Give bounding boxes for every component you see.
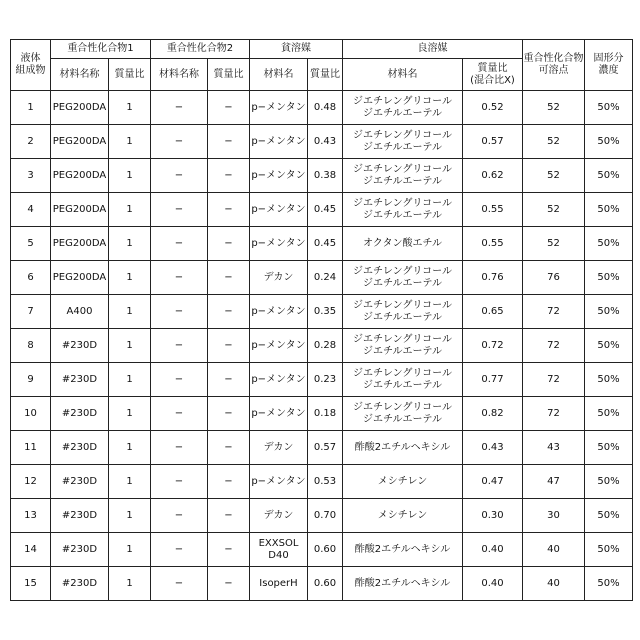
cell-soluble-point: 72 <box>523 397 585 431</box>
cell-no: 7 <box>11 295 51 329</box>
cell-solid-conc: 50% <box>585 295 633 329</box>
cell-no: 6 <box>11 261 51 295</box>
cell-poor-name: デカン <box>250 261 308 295</box>
cell-p2-name: − <box>151 499 208 533</box>
header-soluble-point: 重合性化合物 可溶点 <box>523 40 585 91</box>
cell-good-ratio: 0.30 <box>463 499 523 533</box>
header-p1-mass-ratio: 質量比 <box>109 59 151 91</box>
cell-p1-ratio: 1 <box>109 465 151 499</box>
table-row <box>11 397 633 431</box>
header-poor-mass-ratio: 質量比 <box>308 59 343 91</box>
cell-poor-name: p−メンタン <box>250 91 308 125</box>
cell-good-name: メシチレン <box>343 465 463 499</box>
cell-good-name: 酢酸2エチルヘキシル <box>343 533 463 567</box>
cell-poor-name: p−メンタン <box>250 295 308 329</box>
cell-poor-ratio: 0.24 <box>308 261 343 295</box>
cell-no: 4 <box>11 193 51 227</box>
table-row <box>11 499 633 533</box>
cell-good-ratio: 0.76 <box>463 261 523 295</box>
cell-p2-ratio: − <box>208 397 250 431</box>
header-poor-solvent: 貧溶媒 <box>250 40 343 59</box>
cell-p1-name: #230D <box>51 329 109 363</box>
cell-solid-conc: 50% <box>585 363 633 397</box>
cell-p2-ratio: − <box>208 431 250 465</box>
cell-good-ratio: 0.82 <box>463 397 523 431</box>
cell-solid-conc: 50% <box>585 193 633 227</box>
cell-no: 2 <box>11 125 51 159</box>
header-poor-material-name: 材料名 <box>250 59 308 91</box>
cell-poor-ratio: 0.60 <box>308 533 343 567</box>
cell-p2-name: − <box>151 295 208 329</box>
cell-solid-conc: 50% <box>585 125 633 159</box>
cell-soluble-point: 52 <box>523 193 585 227</box>
cell-poor-ratio: 0.38 <box>308 159 343 193</box>
cell-p1-name: PEG200DA <box>51 193 109 227</box>
cell-good-name: ジエチレングリコール ジエチルエーテル <box>343 397 463 431</box>
cell-good-ratio: 0.77 <box>463 363 523 397</box>
cell-poor-ratio: 0.57 <box>308 431 343 465</box>
table-row <box>11 567 633 601</box>
cell-solid-conc: 50% <box>585 465 633 499</box>
table-row <box>11 227 633 261</box>
cell-solid-conc: 50% <box>585 91 633 125</box>
table-row <box>11 91 633 125</box>
cell-good-ratio: 0.52 <box>463 91 523 125</box>
header-polymer-1: 重合性化合物1 <box>51 40 151 59</box>
cell-p2-ratio: − <box>208 159 250 193</box>
cell-p1-ratio: 1 <box>109 397 151 431</box>
cell-solid-conc: 50% <box>585 261 633 295</box>
cell-soluble-point: 52 <box>523 159 585 193</box>
cell-poor-ratio: 0.45 <box>308 193 343 227</box>
cell-poor-name: IsoperH <box>250 567 308 601</box>
cell-p1-ratio: 1 <box>109 295 151 329</box>
cell-p1-name: #230D <box>51 397 109 431</box>
cell-soluble-point: 52 <box>523 125 585 159</box>
cell-p1-ratio: 1 <box>109 125 151 159</box>
header-good-mass-ratio: 質量比 (混合比X) <box>463 59 523 91</box>
cell-good-name: ジエチレングリコール ジエチルエーテル <box>343 363 463 397</box>
cell-p1-ratio: 1 <box>109 567 151 601</box>
table-row <box>11 533 633 567</box>
header-liquid-composition: 液体 組成物 <box>11 40 51 91</box>
cell-p2-ratio: − <box>208 125 250 159</box>
cell-p1-name: PEG200DA <box>51 227 109 261</box>
cell-p1-name: PEG200DA <box>51 125 109 159</box>
cell-no: 12 <box>11 465 51 499</box>
cell-soluble-point: 72 <box>523 295 585 329</box>
cell-poor-name: p−メンタン <box>250 159 308 193</box>
cell-p2-ratio: − <box>208 193 250 227</box>
cell-p2-ratio: − <box>208 295 250 329</box>
cell-p1-ratio: 1 <box>109 261 151 295</box>
cell-no: 8 <box>11 329 51 363</box>
cell-p2-name: − <box>151 329 208 363</box>
cell-good-ratio: 0.55 <box>463 227 523 261</box>
cell-good-name: ジエチレングリコール ジエチルエーテル <box>343 91 463 125</box>
cell-p1-name: PEG200DA <box>51 159 109 193</box>
cell-poor-ratio: 0.60 <box>308 567 343 601</box>
cell-no: 14 <box>11 533 51 567</box>
cell-no: 9 <box>11 363 51 397</box>
cell-good-ratio: 0.57 <box>463 125 523 159</box>
cell-p1-name: PEG200DA <box>51 91 109 125</box>
cell-p2-name: − <box>151 533 208 567</box>
cell-soluble-point: 30 <box>523 499 585 533</box>
cell-poor-ratio: 0.43 <box>308 125 343 159</box>
table-row <box>11 261 633 295</box>
cell-p1-name: #230D <box>51 363 109 397</box>
cell-poor-ratio: 0.28 <box>308 329 343 363</box>
cell-good-name: ジエチレングリコール ジエチルエーテル <box>343 159 463 193</box>
header-p2-mass-ratio: 質量比 <box>208 59 250 91</box>
table-row <box>11 431 633 465</box>
table-row <box>11 295 633 329</box>
cell-no: 1 <box>11 91 51 125</box>
cell-soluble-point: 40 <box>523 533 585 567</box>
cell-solid-conc: 50% <box>585 397 633 431</box>
cell-p2-name: − <box>151 125 208 159</box>
table-row <box>11 465 633 499</box>
cell-good-name: オクタン酸エチル <box>343 227 463 261</box>
cell-solid-conc: 50% <box>585 159 633 193</box>
cell-poor-name: EXXSOL D40 <box>250 533 308 567</box>
composition-table <box>10 39 633 601</box>
cell-poor-name: p−メンタン <box>250 227 308 261</box>
cell-solid-conc: 50% <box>585 567 633 601</box>
cell-p2-name: − <box>151 159 208 193</box>
cell-poor-name: p−メンタン <box>250 125 308 159</box>
cell-p1-name: #230D <box>51 567 109 601</box>
cell-p2-ratio: − <box>208 261 250 295</box>
cell-p1-name: A400 <box>51 295 109 329</box>
cell-p1-name: #230D <box>51 431 109 465</box>
cell-p1-name: #230D <box>51 533 109 567</box>
cell-p2-ratio: − <box>208 567 250 601</box>
cell-poor-name: p−メンタン <box>250 329 308 363</box>
cell-good-ratio: 0.65 <box>463 295 523 329</box>
cell-no: 15 <box>11 567 51 601</box>
cell-poor-ratio: 0.23 <box>308 363 343 397</box>
cell-p2-ratio: − <box>208 533 250 567</box>
cell-good-name: メシチレン <box>343 499 463 533</box>
header-good-solvent: 良溶媒 <box>343 40 523 59</box>
cell-soluble-point: 52 <box>523 91 585 125</box>
table-row <box>11 193 633 227</box>
cell-p2-name: − <box>151 397 208 431</box>
cell-soluble-point: 52 <box>523 227 585 261</box>
cell-good-ratio: 0.43 <box>463 431 523 465</box>
cell-solid-conc: 50% <box>585 431 633 465</box>
cell-good-name: ジエチレングリコール ジエチルエーテル <box>343 261 463 295</box>
cell-good-ratio: 0.47 <box>463 465 523 499</box>
cell-no: 13 <box>11 499 51 533</box>
cell-no: 11 <box>11 431 51 465</box>
cell-poor-ratio: 0.70 <box>308 499 343 533</box>
cell-poor-name: p−メンタン <box>250 465 308 499</box>
cell-p2-name: − <box>151 567 208 601</box>
cell-soluble-point: 40 <box>523 567 585 601</box>
cell-soluble-point: 43 <box>523 431 585 465</box>
cell-p1-name: #230D <box>51 465 109 499</box>
cell-soluble-point: 47 <box>523 465 585 499</box>
cell-p2-ratio: − <box>208 91 250 125</box>
header-row-1 <box>11 40 633 59</box>
cell-p1-ratio: 1 <box>109 159 151 193</box>
cell-p2-name: − <box>151 431 208 465</box>
cell-poor-ratio: 0.18 <box>308 397 343 431</box>
table-row <box>11 159 633 193</box>
cell-poor-ratio: 0.45 <box>308 227 343 261</box>
header-p2-material-name: 材料名称 <box>151 59 208 91</box>
cell-good-name: 酢酸2エチルヘキシル <box>343 431 463 465</box>
cell-p2-ratio: − <box>208 499 250 533</box>
cell-good-name: ジエチレングリコール ジエチルエーテル <box>343 125 463 159</box>
table-row <box>11 329 633 363</box>
cell-poor-name: p−メンタン <box>250 397 308 431</box>
cell-p2-name: − <box>151 261 208 295</box>
table-body <box>11 91 633 601</box>
cell-solid-conc: 50% <box>585 227 633 261</box>
table-row <box>11 363 633 397</box>
cell-no: 10 <box>11 397 51 431</box>
cell-p2-ratio: − <box>208 465 250 499</box>
cell-p2-name: − <box>151 193 208 227</box>
cell-p1-ratio: 1 <box>109 329 151 363</box>
cell-p2-name: − <box>151 91 208 125</box>
cell-p1-ratio: 1 <box>109 431 151 465</box>
cell-solid-conc: 50% <box>585 499 633 533</box>
cell-good-ratio: 0.40 <box>463 567 523 601</box>
cell-poor-ratio: 0.53 <box>308 465 343 499</box>
cell-p1-ratio: 1 <box>109 533 151 567</box>
cell-p2-ratio: − <box>208 329 250 363</box>
cell-p2-ratio: − <box>208 363 250 397</box>
cell-good-ratio: 0.40 <box>463 533 523 567</box>
cell-good-name: ジエチレングリコール ジエチルエーテル <box>343 295 463 329</box>
cell-p1-name: #230D <box>51 499 109 533</box>
cell-poor-name: p−メンタン <box>250 363 308 397</box>
cell-no: 5 <box>11 227 51 261</box>
cell-poor-name: デカン <box>250 499 308 533</box>
cell-solid-conc: 50% <box>585 329 633 363</box>
header-p1-material-name: 材料名称 <box>51 59 109 91</box>
cell-poor-ratio: 0.35 <box>308 295 343 329</box>
cell-poor-name: デカン <box>250 431 308 465</box>
cell-p2-name: − <box>151 465 208 499</box>
cell-p1-ratio: 1 <box>109 193 151 227</box>
cell-p2-name: − <box>151 363 208 397</box>
header-polymer-2: 重合性化合物2 <box>151 40 250 59</box>
cell-p1-name: PEG200DA <box>51 261 109 295</box>
cell-p2-name: − <box>151 227 208 261</box>
cell-p1-ratio: 1 <box>109 499 151 533</box>
cell-p1-ratio: 1 <box>109 363 151 397</box>
cell-p1-ratio: 1 <box>109 91 151 125</box>
cell-good-ratio: 0.62 <box>463 159 523 193</box>
cell-good-name: ジエチレングリコール ジエチルエーテル <box>343 329 463 363</box>
cell-good-ratio: 0.55 <box>463 193 523 227</box>
header-good-material-name: 材料名 <box>343 59 463 91</box>
cell-poor-ratio: 0.48 <box>308 91 343 125</box>
cell-soluble-point: 72 <box>523 329 585 363</box>
cell-soluble-point: 76 <box>523 261 585 295</box>
cell-p1-ratio: 1 <box>109 227 151 261</box>
cell-soluble-point: 72 <box>523 363 585 397</box>
cell-poor-name: p−メンタン <box>250 193 308 227</box>
cell-good-ratio: 0.72 <box>463 329 523 363</box>
header-solid-concentration: 固形分 濃度 <box>585 40 633 91</box>
cell-no: 3 <box>11 159 51 193</box>
cell-solid-conc: 50% <box>585 533 633 567</box>
cell-p2-ratio: − <box>208 227 250 261</box>
cell-good-name: ジエチレングリコール ジエチルエーテル <box>343 193 463 227</box>
table-row <box>11 125 633 159</box>
cell-good-name: 酢酸2エチルヘキシル <box>343 567 463 601</box>
